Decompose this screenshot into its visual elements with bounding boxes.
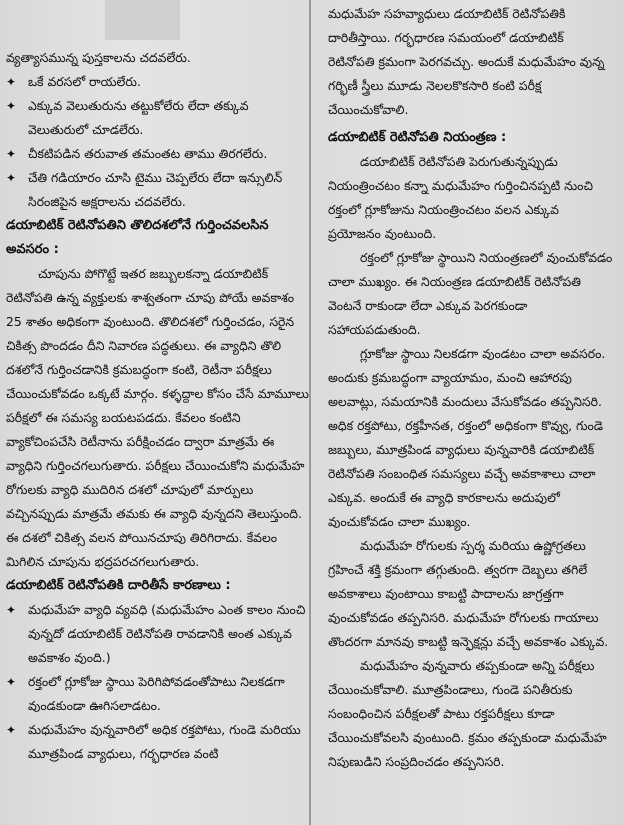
bullet-item [6, 598, 312, 670]
paragraph-early-detection: చూపును పోగొట్టే ఇతర జబ్బులకన్నా డయాబిటిక్ రెటినోపతి ఉన్న వ్యక్తులకు శాశ్వతంగా చూపు పోయే అవకాశం 25 శాతం అధికంగా వుంటుంది. తొలిదశలో గుర్తించడం, సరైన చికిత్స పొందడం దీని నివారణ పద్ధతులు. ఈ వ్యాధిని తొలి దశలోనే గుర్తించడానికి క్రమబద్ధంగా కంటి, రెటీనా పరీక్షలు చేయించుకోవడం ఒక్కటే మార్గం. కళ్ళద్దాల కోసం చేసే మామూలు పరీక్షలో ఈ సమస్య బయటపడదు. కేవలం కంటిని వ్యాకోచింపచేసి రెటీనాను పరీక్షించడం ద్వారా మాత్రమే ఈ వ్యాధిని గుర్తించగలుగుతారు. పరీక్షలు చేయించుకోని మధుమేహ రోగులకు వ్యాధి ముదిరిన దశలో చూపులో మార్పులు వచ్చినప్పుడు మాత్రమే తమకు ఈ వ్యాధి వున్నదని తెలుస్తుంది. ఈ దశలో చికిత్స వలన పోయినచూపు తిరిగిరాదు. కేవలం మిగిలిన చూపును భద్రపరచగలుగుతారు. [6, 266, 309, 569]
bullet-text: చీకటిపడిన తరువాత తమంతట తాము తిరగలేరు. [28, 146, 268, 161]
star-bullet-icon: ✦ [6, 147, 17, 161]
left-column [0, 46, 312, 766]
left-line-0: వ్యత్యాసమున్న పుస్తకాలను చదవలేరు. [6, 50, 191, 65]
star-bullet-icon: ✦ [6, 603, 17, 617]
bullet-item [6, 166, 312, 214]
bullet-item [6, 718, 312, 766]
paragraph-control-5: మధుమేహం వున్నవారు తప్పకుండా అన్ని పరీక్షలు చేయించుకోవాలి. మూత్రపిండాలు, గుండె పనితీరుకు సంబంధించిన పరీక్షలతో పాటు రక్తపరీక్షలు కూడా చేయించుకోవలసి వుంటుంది. క్రమం తప్పకుండా మధుమేహ నిపుణుడిని సంప్రదించడం తప్పనిసరి. [328, 658, 607, 769]
paragraph-control-1: డయాబిటిక్ రెటినోపతి పెరుగుతున్నప్పుడు నియంత్రించటం కన్నా మధుమేహం గుర్తించినప్పటి నుంచి రక్తంలో గ్లూకోజును నియంత్రించటం వలన ఎక్కువ ప్రయోజనం వుంటుంది. [328, 154, 593, 241]
scan-artifact [105, 0, 180, 40]
section-heading-control: డయాబిటిక్ రెటినోపతి నియంత్రణ : [328, 130, 507, 145]
star-bullet-icon: ✦ [6, 171, 17, 185]
bullet-text: ఎక్కువ వెలుతురును తట్టుకోలేరు లేదా తక్కువ వెలుతురులో చూడలేరు. [28, 98, 249, 137]
bullet-text: మధుమేహం వున్నవారిలో అధిక రక్తపోటు, గుండె మరియు మూత్రపిండ వ్యాధులు, గర్భధారణ వంటి [28, 722, 301, 761]
star-bullet-icon: ✦ [6, 99, 17, 113]
star-bullet-icon: ✦ [6, 723, 17, 737]
section-heading-early-detection: డయాబిటిక్ రెటినోపతిని తొలిదశలోనే గుర్తించవలసిన అవసరం : [6, 218, 269, 257]
bullet-item [6, 94, 312, 142]
star-bullet-icon: ✦ [6, 675, 17, 689]
paragraph-control-4: మధుమేహ రోగులకు స్పర్శ మరియు ఉష్ణోగ్రతలు గ్రహించే శక్తి క్రమంగా తగ్గుతుంది. త్వరగా దెబ్బలు తగిలే అవకాశాలు వుంటాయి కాబట్టి పాదాలను జాగ్రత్తగా వుంచుకోవడం తప్పనిసరి. మధుమేహ రోగులకు గాయాలు తొందరగా మానవు కాబట్టి ఇన్ఫెక్షన్లు వచ్చే అవకాశం ఎక్కువ. [328, 538, 609, 649]
bullet-text: చేతి గడియారం చూసి టైము చెప్పలేరు లేదా ఇన్సులిన్ సిరంజిపైన అక్షరాలను చదవలేరు. [28, 170, 283, 209]
bullet-item [6, 142, 312, 166]
bullet-item [6, 670, 312, 718]
right-column [318, 2, 624, 774]
bullet-text: ఒకే వరసలో రాయలేరు. [28, 74, 141, 89]
bullet-text: మధుమేహ వ్యాధి వ్యవధి (మధుమేహం ఎంత కాలం నుంచి వున్నదో డయాబిటిక్ రెటినోపతి రావడానికి అంత ఎక్కువ అవకాశం వుంది.) [28, 602, 306, 665]
paragraph-control-2: రక్తంలో గ్లూకోజు స్థాయిని నియంత్రణలో వుంచుకోవడం చాలా ముఖ్యం. ఈ నియంత్రణ డయాబిటిక్ రెటినోపతి వెంటనే రాకుండా లేదా ఎక్కువ పెరగకుండా సహాయపడుతుంది. [328, 250, 613, 337]
bullet-text: రక్తంలో గ్లూకోజు స్థాయి పెరిగిపోవడంతోపాటు నిలకడగా వుండకుండా ఊగిసలాడటం. [28, 674, 285, 713]
star-bullet-icon: ✦ [6, 75, 17, 89]
section-heading-causes: డయాబిటిక్ రెటినోపతికి దారితీసే కారణాలు : [6, 578, 231, 593]
bullet-item [6, 70, 312, 94]
paragraph-comorbidities: మధుమేహ సహవ్యాధులు డయాబిటిక్ రెటినోపతికి దారితీస్తాయి. గర్భధారణ సమయంలో డయాబిటిక్ రెటినోపతి క్రమంగా పెరగవచ్చు. అందుకే మధుమేహం వున్న గర్భిణీ స్త్రీలు మూడు నెలలకొకసారి కంటి పరీక్ష చేయించుకోవాలి. [328, 6, 605, 117]
paragraph-control-3: గ్లూకోజు స్థాయి నిలకడగా వుండటం చాలా అవసరం. అందుకు క్రమబద్ధంగా వ్యాయామం, మంచి ఆహారపు అలవాట్లు, సమయానికి మందులు వేసుకోవడం తప్పనిసరి. అధిక రక్తపోటు, రక్తహీనత, రక్తంలో అధికంగా కొవ్వు, గుండె జబ్బులు, మూత్రపిండ వ్యాధులు వున్నవారికి డయాబిటిక్ రెటినోపతి సంబంధిత సమస్యలు వచ్చే అవకాశాలు చాలా ఎక్కువ. అందుకే ఈ వ్యాధి కారకాలను అదుపులో వుంచుకోవడం చాలా ముఖ్యం. [328, 346, 606, 529]
